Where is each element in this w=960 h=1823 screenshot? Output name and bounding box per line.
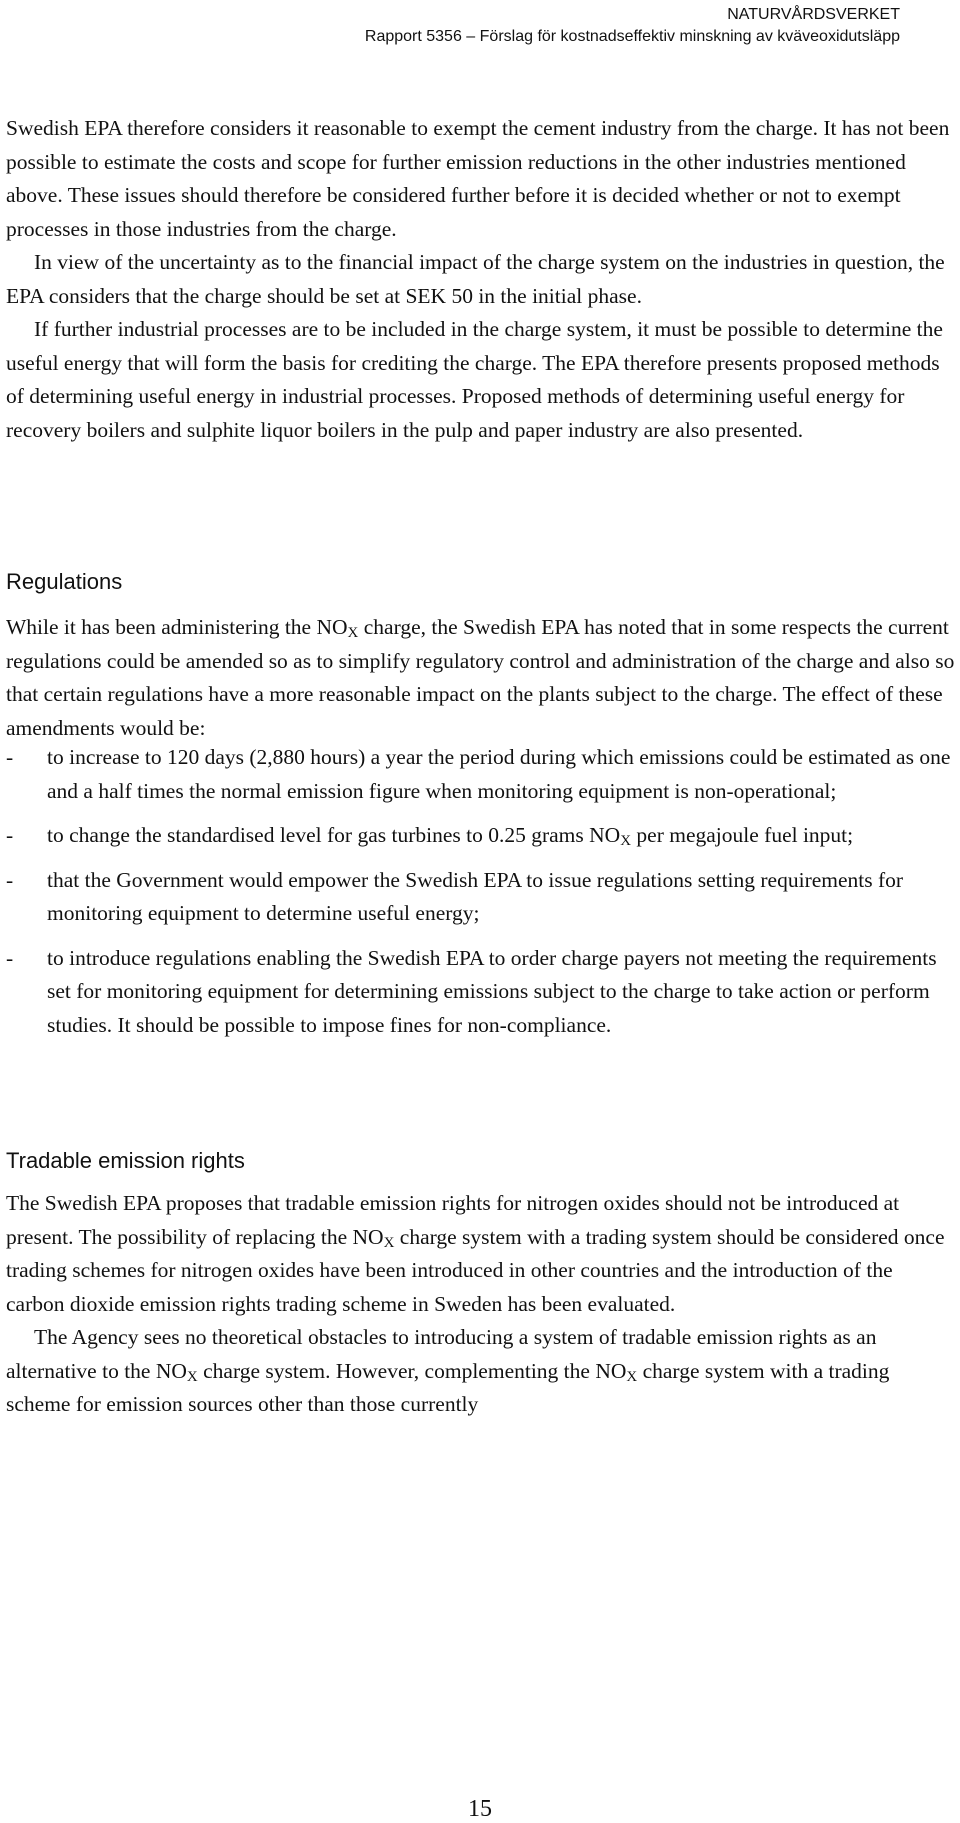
- tradable-heading: Tradable emission rights: [6, 1148, 245, 1173]
- list-item: - to change the standardised level for gas turbines to 0.25 grams $NO_X$ per megajoule fuel input;: [6, 823, 854, 849]
- page-header: [365, 4, 900, 48]
- tradable-section: [6, 1187, 956, 1422]
- intro-paragraph-2: In view of the uncertainty as to the financial impact of the charge system on the industries in question, the EPA considers that the charge should be set at SEK 50 in the initial phase.: [6, 250, 945, 308]
- regulations-heading: Regulations: [6, 569, 123, 594]
- regulations-paragraph: While it has been administering the $NO_X$ charge, the Swedish EPA has noted that in some respects the current regulations could be amended so as to simplify regulatory control and administration of the charge and also so that certain regulations have a more reasonable impact on the plants subject to the charge. The effect of these amendments would be:: [6, 615, 955, 740]
- tradable-paragraph-2: The Agency sees no theoretical obstacles to introducing a system of tradable emission rights as an alternative to the $NO_X$ charge system. However, complementing the $NO_X$ charge system with a trading scheme for emission sources other than those currently: [6, 1325, 890, 1416]
- list-item: - that the Government would empower the Swedish EPA to issue regulations setting requirements for monitoring equipment to determine useful energy;: [6, 867, 904, 925]
- intro-paragraph-1: Swedish EPA therefore considers it reasonable to exempt the cement industry from the charge. It has not been possible to estimate the costs and scope for further emission reductions in the other industries mentioned above. These issues should therefore be considered further before it is decided whether or not to exempt processes in those industries from the charge.: [6, 116, 950, 241]
- tradable-paragraph-1: The Swedish EPA proposes that tradable emission rights for nitrogen oxides should not be introduced at present. The possibility of replacing the $NO_X$ charge system with a trading system should be considered once trading schemes for nitrogen oxides have been introduced in other countries and the introduction of the carbon dioxide emission rights trading scheme in Sweden has been evaluated.: [6, 1191, 945, 1316]
- intro-section: [6, 112, 956, 447]
- list-item: - to introduce regulations enabling the Swedish EPA to order charge payers not meeting the requirements set for monitoring equipment for determining emissions subject to the charge to take action or perform studies. It should be possible to impose fines for non-compliance.: [6, 945, 937, 1037]
- amendments-list: [6, 741, 956, 1053]
- regulations-intro: [6, 611, 956, 745]
- header-report-title: Rapport 5356 – Förslag för kostnadseffektiv minskning av kväveoxidutsläpp: [364, 28, 900, 45]
- header-organization: NATURVÅRDSVERKET: [727, 6, 900, 23]
- page-number: 15: [468, 1796, 492, 1822]
- list-item: - to increase to 120 days (2,880 hours) a year the period during which emissions could be estimated as one and a half times the normal emission figure when monitoring equipment is non-operational;: [6, 745, 951, 803]
- intro-paragraph-3: If further industrial processes are to be included in the charge system, it must be possible to determine the useful energy that will form the basis for crediting the charge. The EPA therefore presents proposed methods of determining useful energy in industrial processes. Proposed methods of determining useful energy for recovery boilers and sulphite liquor boilers in the pulp and paper industry are also presented.: [6, 317, 943, 442]
